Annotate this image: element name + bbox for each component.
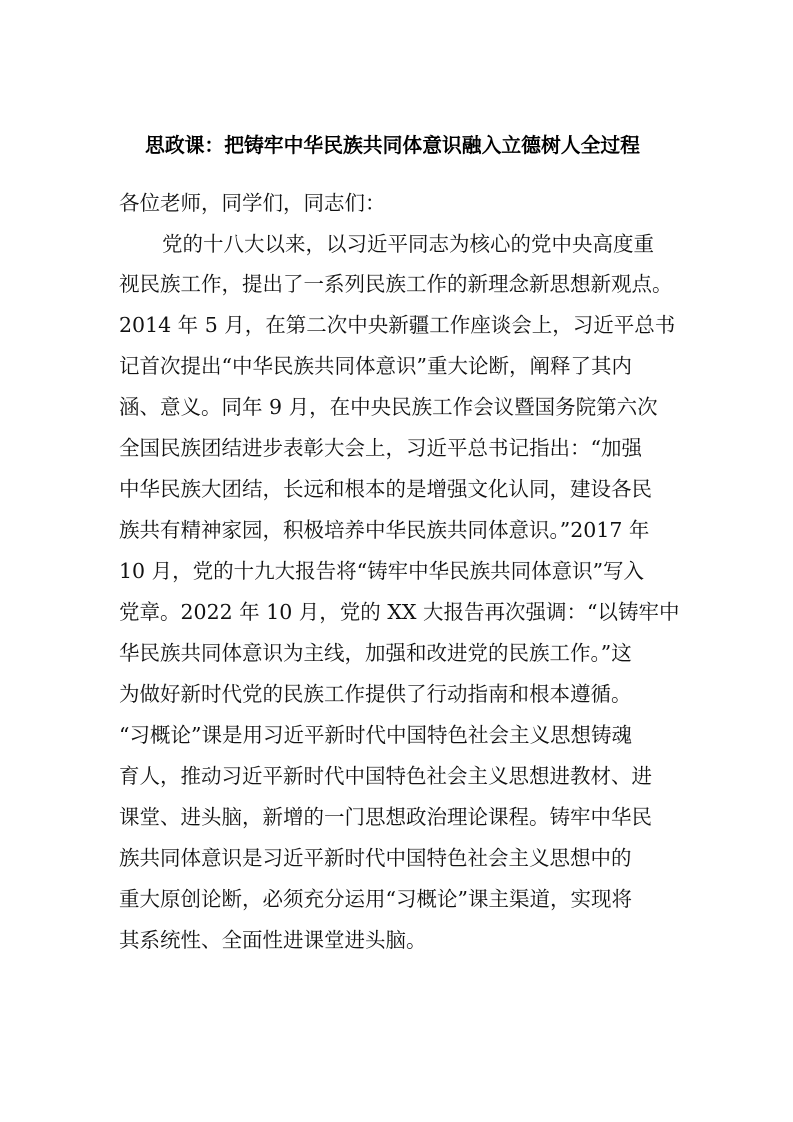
document-title: 思政课：把铸牢中华民族共同体意识融入立德树人全过程	[145, 133, 640, 157]
paragraph-line: “习概论”课是用习近平新时代中国特色社会主义思想铸魂	[119, 723, 632, 747]
paragraph-line: 其系统性、全面性进课堂进头脑。	[119, 928, 427, 952]
paragraph-line: 视民族工作，提出了一系列民族工作的新理念新思想新观点。	[119, 272, 673, 296]
paragraph-line: 涵、意义。同年 9 月，在中央民族工作会议暨国务院第六次	[119, 395, 658, 419]
paragraph-line: 2014 年 5 月，在第二次中央新疆工作座谈会上，习近平总书	[119, 313, 676, 337]
paragraph-line: 10 月，党的十九大报告将“铸牢中华民族共同体意识”写入	[119, 559, 645, 583]
paragraph-line: 族共同体意识是习近平新时代中国特色社会主义思想中的	[119, 846, 632, 870]
paragraph-line: 中华民族大团结，长远和根本的是增强文化认同，建设各民	[119, 477, 652, 501]
paragraph-line: 华民族共同体意识为主线，加强和改进党的民族工作。”这	[119, 641, 632, 665]
paragraph-line: 育人，推动习近平新时代中国特色社会主义思想进教材、进	[119, 764, 652, 788]
salutation: 各位老师，同学们，同志们：	[119, 191, 386, 215]
paragraph-line: 课堂、进头脑，新增的一门思想政治理论课程。铸牢中华民	[119, 805, 652, 829]
paragraph-line: 族共有精神家园，积极培养中华民族共同体意识。”2017 年	[119, 518, 650, 542]
paragraph-line: 为做好新时代党的民族工作提供了行动指南和根本遵循。	[119, 682, 632, 706]
paragraph-line: 党章。2022 年 10 月，党的 XX 大报告再次强调：“以铸牢中	[119, 600, 680, 624]
paragraph-line: 党的十八大以来，以习近平同志为核心的党中央高度重	[162, 232, 654, 256]
paragraph-line: 全国民族团结进步表彰大会上，习近平总书记指出：“加强	[119, 436, 642, 460]
paragraph-line: 重大原创论断，必须充分运用“习概论”课主渠道，实现将	[119, 887, 632, 911]
paragraph-line: 记首次提出“中华民族共同体意识”重大论断，阐释了其内	[119, 354, 632, 378]
